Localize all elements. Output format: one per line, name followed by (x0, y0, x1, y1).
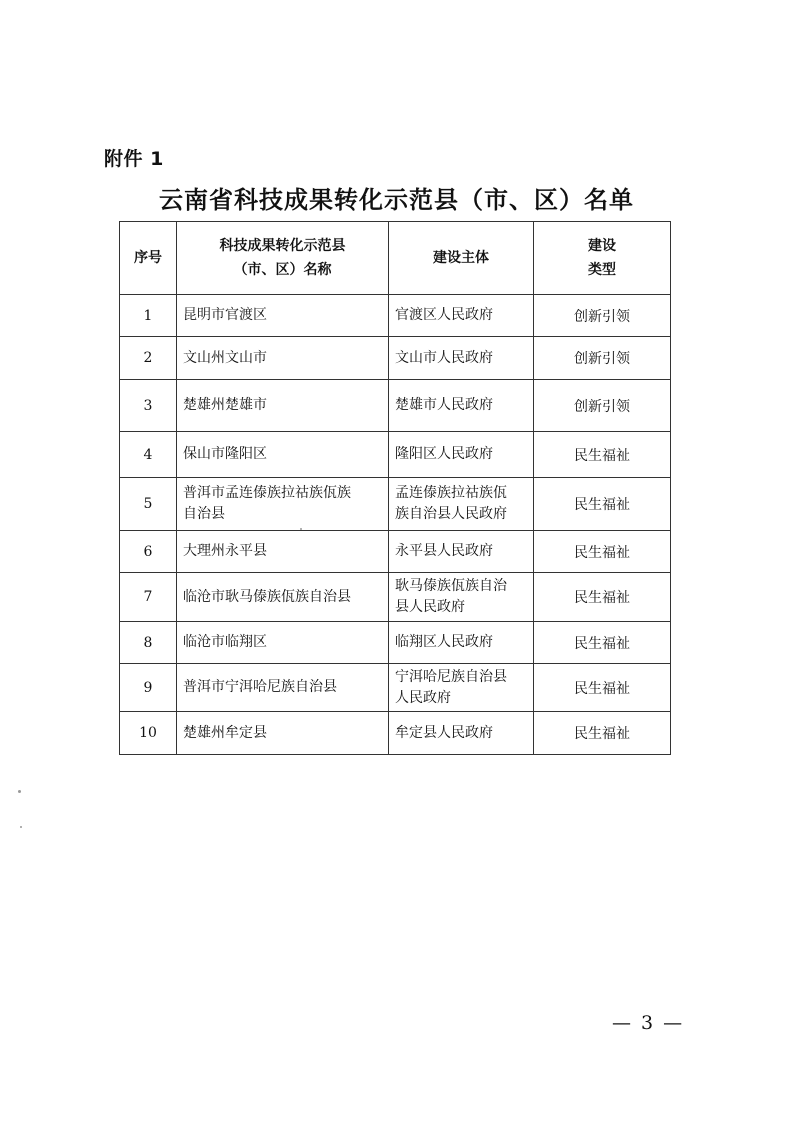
cell-construction-body (389, 622, 534, 664)
table-row (120, 664, 671, 712)
table-row (120, 295, 671, 337)
construction-body-line: 人民政府 (395, 689, 451, 706)
county-name-line: 临沧市耿马傣族佤族自治县 (183, 588, 351, 605)
cell-county-name (177, 664, 389, 712)
cell-construction-type: 民生福祉 (534, 432, 671, 478)
scan-speck (300, 528, 302, 530)
construction-body-line: 隆阳区人民政府 (395, 446, 493, 462)
header-county-name (177, 222, 389, 295)
header-construction-type-line2: 类型 (588, 262, 616, 278)
cell-construction-type: 民生福祉 (534, 622, 671, 664)
county-name-line: 自治县 (183, 506, 225, 522)
cell-construction-type: 民生福祉 (534, 664, 671, 712)
table-row (120, 337, 671, 380)
header-county-name-line1: 科技成果转化示范县 (219, 238, 346, 254)
table-row (120, 573, 671, 622)
construction-body-line: 楚雄市人民政府 (395, 397, 493, 413)
table-row (120, 622, 671, 664)
cell-county-name (177, 380, 389, 432)
cell-construction-type: 创新引领 (534, 380, 671, 432)
table-row (120, 712, 671, 755)
cell-construction-body (389, 380, 534, 432)
header-construction-body: 建设主体 (389, 222, 534, 295)
county-name-line: 楚雄州楚雄市 (183, 397, 267, 413)
cell-construction-body (389, 573, 534, 622)
cell-number: 5 (120, 478, 177, 531)
cell-number: 1 (120, 295, 177, 337)
cell-number: 7 (120, 573, 177, 622)
table-row (120, 478, 671, 531)
county-name-line: 普洱市孟连傣族拉祜族佤族 (183, 485, 351, 501)
cell-county-name (177, 432, 389, 478)
construction-body-line: 牟定县人民政府 (395, 724, 493, 741)
cell-county-name (177, 295, 389, 337)
cell-construction-body (389, 432, 534, 478)
cell-construction-body (389, 664, 534, 712)
cell-construction-type: 民生福祉 (534, 573, 671, 622)
county-name-line: 大理州永平县 (183, 543, 267, 559)
document-title: 云南省科技成果转化示范县（市、区）名单 (159, 185, 634, 214)
construction-body-line: 临翔区人民政府 (395, 634, 493, 650)
cell-construction-body (389, 712, 534, 755)
county-name-line: 保山市隆阳区 (183, 446, 267, 462)
cell-number: 3 (120, 380, 177, 432)
page-number: — 3 — (612, 1012, 685, 1034)
cell-county-name (177, 622, 389, 664)
county-name-line: 普洱市宁洱哈尼族自治县 (183, 679, 337, 695)
table-header-row (120, 222, 671, 295)
cell-construction-type: 民生福祉 (534, 712, 671, 755)
county-name-line: 楚雄州牟定县 (183, 724, 267, 741)
cell-county-name (177, 478, 389, 531)
scan-speck (18, 790, 21, 793)
construction-body-line: 永平县人民政府 (395, 543, 493, 559)
construction-body-line: 宁洱哈尼族自治县 (395, 668, 507, 685)
attachment-label: 附件 1 (104, 148, 164, 170)
county-name-line: 文山州文山市 (183, 349, 267, 366)
header-construction-type (534, 222, 671, 295)
demonstration-county-table (119, 221, 671, 755)
construction-body-line: 孟连傣族拉祜族佤 (395, 485, 507, 501)
cell-construction-type: 民生福祉 (534, 531, 671, 573)
table-body (120, 295, 671, 755)
cell-construction-type: 创新引领 (534, 337, 671, 380)
county-name-line: 昆明市官渡区 (183, 307, 267, 323)
cell-construction-type: 民生福祉 (534, 478, 671, 531)
cell-construction-type: 创新引领 (534, 295, 671, 337)
cell-number: 2 (120, 337, 177, 380)
construction-body-line: 文山市人民政府 (395, 349, 493, 366)
header-county-name-line2: （市、区）名称 (233, 262, 332, 278)
cell-county-name (177, 712, 389, 755)
county-name-line: 临沧市临翔区 (183, 634, 267, 650)
cell-number: 6 (120, 531, 177, 573)
cell-county-name (177, 573, 389, 622)
cell-number: 8 (120, 622, 177, 664)
construction-body-line: 族自治县人民政府 (395, 506, 507, 522)
cell-number: 10 (120, 712, 177, 755)
construction-body-line: 耿马傣族佤族自治 (395, 578, 507, 594)
cell-construction-body (389, 337, 534, 380)
header-construction-type-line1: 建设 (588, 238, 616, 254)
cell-construction-body (389, 295, 534, 337)
cell-construction-body (389, 478, 534, 531)
table-row (120, 432, 671, 478)
table-row (120, 531, 671, 573)
cell-county-name (177, 337, 389, 380)
scan-speck (20, 826, 22, 828)
cell-county-name (177, 531, 389, 573)
table-row (120, 380, 671, 432)
cell-construction-body (389, 531, 534, 573)
cell-number: 4 (120, 432, 177, 478)
construction-body-line: 官渡区人民政府 (395, 307, 493, 323)
header-number: 序号 (120, 222, 177, 295)
cell-number: 9 (120, 664, 177, 712)
construction-body-line: 县人民政府 (395, 599, 465, 615)
